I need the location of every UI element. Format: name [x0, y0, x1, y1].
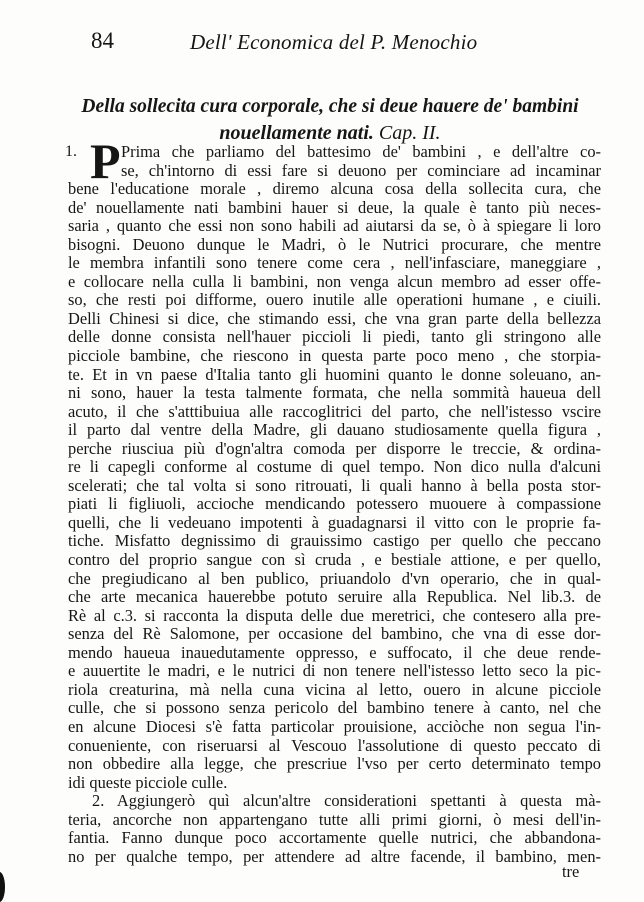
- text-line: ni sono, hauer la testa talmente formata, che nella sommità haueua dell: [68, 383, 601, 403]
- chapter-title-text: nouellamente nati.: [219, 122, 374, 144]
- text-line: e auuertite le madri, e le nutrici di non tenere nell'istesso letto seco la pic-: [68, 661, 601, 681]
- text-line: Prima che parliamo del battesimo de' bambini , e dell'altre co-: [121, 142, 601, 161]
- text-line: fantia. Fanno dunque poco accortamente quelle nutrici, che abbandona-: [68, 828, 601, 848]
- text-line: te. Et in vn paese d'Italia tanto gli huomini quanto le donne soleuano, an-: [68, 364, 601, 384]
- text-line: Delli Chinesi si dice, che stimando essi, che vna gran parte della bellezza: [68, 308, 601, 328]
- text-line: so, che resti poi difforme, ouero inutile alle operationi humane , e ciuili.: [68, 290, 601, 310]
- text-line: scelerati; che tal volta si sono ritrouati, li quali hanno à bella posta stor-: [68, 475, 601, 495]
- text-line: mendo haueua inauedutamente oppresso, e suffocato, il che deue rende-: [68, 642, 601, 662]
- text-line: re li capegli conforme al costume di quel tempo. Non dico nulla d'alcuni: [68, 457, 601, 477]
- chapter-title-line1: Della sollecita cura corporale, che si deue hauere de' bambini: [81, 96, 579, 117]
- text-line: tiche. Misfatto degnissimo di grauissimo castigo per quello che peccano: [68, 531, 601, 551]
- text-line: de' nouellamente nati bambini hauer si deue, la quale è tanto più neces-: [68, 197, 601, 217]
- catchword: tre: [562, 862, 580, 881]
- text-line: non obbedire alla legge, che prescriue l'vso per certo determinato tempo: [68, 754, 601, 774]
- text-line: teria, ancorche non appartengano tutte alli primi giorni, ò mesi dell'in-: [68, 809, 601, 829]
- text-line: acuto, il che s'atttibuiua alle raccoglitrici del parto, che nell'istesso vscire: [68, 401, 601, 421]
- paragraph-number: 1.: [65, 143, 77, 160]
- text-line: culle, che si possono senza pericolo del bambino tenere à canto, nel che: [68, 698, 601, 718]
- drop-cap: P: [90, 133, 121, 189]
- text-line: che arte mecanica hauerebbe potuto seruire alla Republica. Nel lib.3. de: [68, 587, 601, 607]
- text-line: conueniente, con riseruarsi al Vescouo l'assolutione di questo peccato di: [68, 735, 601, 755]
- text-line: senza del Rè Salomone, per occasione del bambino, che vna di esse dor-: [68, 624, 601, 644]
- text-line: Rè al c.3. si racconta la disputa delle due meretrici, che contesero alla pre-: [68, 605, 601, 625]
- text-line: quelli, che li vedeuano impotenti à guadagnarsi il vitto con le proprie fa-: [68, 512, 601, 532]
- text-line: idi queste picciole culle.: [68, 772, 228, 792]
- text-line: e collocare nella culla li bambini, non venga alcun membro ad esser offe-: [68, 271, 601, 291]
- text-line: riola creaturina, mà nella cuna vicina al letto, ouero in alcune picciole: [68, 679, 601, 699]
- text-line: se, ch'intorno di essi fare si deuono per cominciare ad incaminar: [121, 160, 601, 180]
- text-line: il parto dal ventre della Madre, gli dauano studiosamente quella figura ,: [68, 420, 601, 440]
- text-line: delle donne consista nell'hauer piccioli li piedi, tanto gli stringono alle: [68, 327, 601, 347]
- text-line: en alcune Diocesi s'è fatta particolar prouisione, acciòche non segua l'in-: [68, 716, 601, 736]
- text-line: bisogni. Deuono dunque le Madri, ò le Nutrici procurare, che mentre: [68, 234, 601, 254]
- text-line: contro del proprio sangue con sì cruda , e bestiale attione, e per quello,: [68, 550, 601, 570]
- running-title: Dell' Economica del P. Menochio: [190, 30, 478, 54]
- text-line: piati li figliuoli, accioche mendicando potessero muouere à compassione: [68, 494, 601, 514]
- text-line: saria , quanto che essi non sono habili ad aiutarsi da se, ò à spiegare li loro: [68, 216, 601, 236]
- page-number: 84: [91, 28, 114, 53]
- text-line: no per qualche tempo, per attendere ad altre facende, il bambino, men-: [68, 846, 601, 866]
- book-edge-shadow: [0, 872, 5, 902]
- chapter-number: Cap. II.: [378, 122, 441, 144]
- text-line: bene l'educatione morale , diremo alcuna cosa della sollecita cura, che: [68, 179, 601, 199]
- text-line: che pregiudicano al ben publico, priuandolo d'vn operario, che in qual-: [68, 568, 601, 588]
- text-line: 2. Aggiungerò quì alcun'altre considerationi spettanti à questa mà-: [92, 791, 601, 811]
- text-line: perche riusciua più d'ogn'altra comoda per disporre le treccie, & ordina-: [68, 438, 601, 458]
- text-line: le membra infantili sono tenere come cera , nell'infasciare, maneggiare ,: [68, 253, 601, 273]
- text-line: picciole bambine, che riescono in questa parte poco meno , che storpia-: [68, 346, 601, 366]
